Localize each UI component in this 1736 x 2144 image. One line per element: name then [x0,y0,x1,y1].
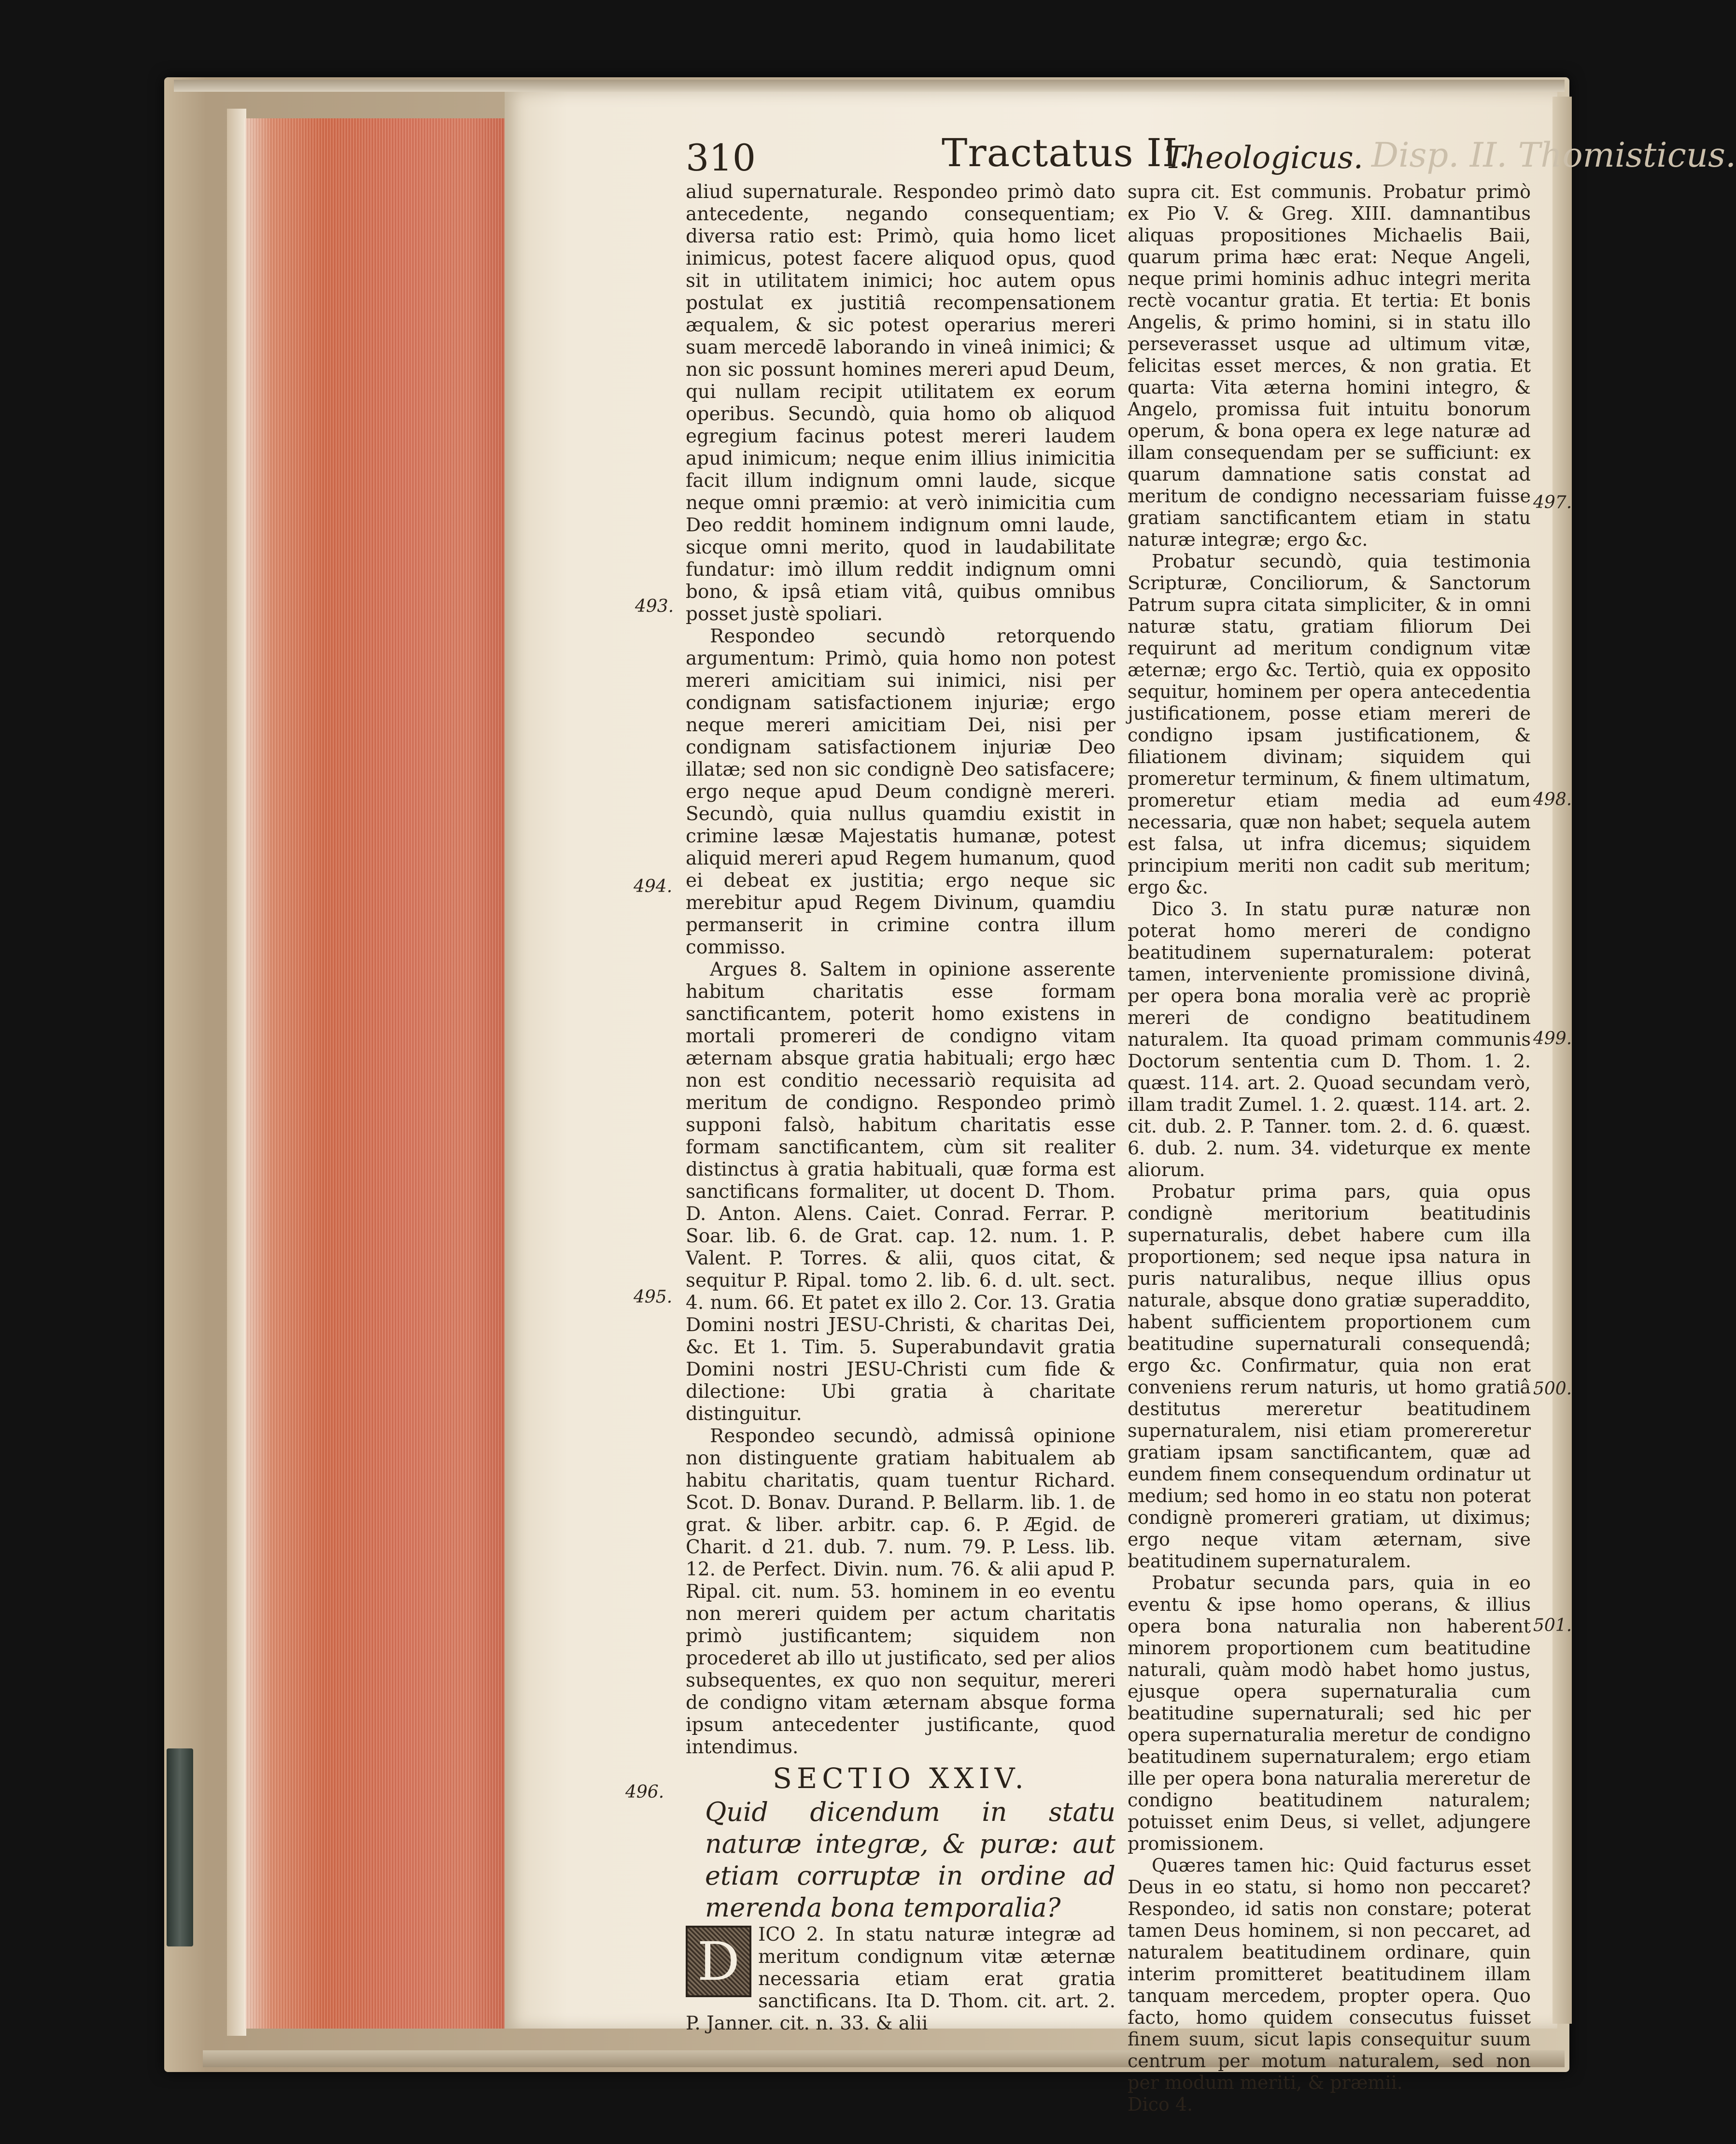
section-heading: SECTIO XXIV. [773,1762,1029,1795]
margin-number: 494. [634,877,673,896]
margin-number: 500. [1533,1379,1572,1399]
running-head-title: Tractatus II. [942,130,1191,175]
paragraph: Dico 3. In statu puræ naturæ non poterat homo mereri de condigno beatitudinem supernaturalem: poterat tamen, interveniente promissione divinâ, per opera bona moralia verè ac propriè mereri de condigno beatitudinem naturalem. Ita quoad primam communis Doctorum sententia cum D. Thom. 1. 2. quæst. 114. art. 2. Quoad secundam verò, illam tradit Zumel. 1. 2. quæst. 114. art. 2. cit. dub. 2. P. Tanner. tom. 2. d. 6. quæst. 6. dub. 2. num. 34. videturque ex mente aliorum. [1128,898,1531,1180]
section-question: Quid dicendum in statu naturæ integræ, & puræ: aut etiam corruptæ in ordine ad merenda bona temporalia? [705,1797,1115,1923]
page-number: 310 [686,136,756,179]
margin-number: 495. [634,1287,673,1307]
running-head-subtitle: Theologicus. [1165,140,1363,176]
right-text-column [1128,181,1531,2116]
page-block-inner-edge [227,109,246,2036]
paragraph: Probatur prima pars, quia opus condignè meritorium beatitudinis supernaturalis, debet habere cum illa proportionem; sed neque ipsa natura in puris naturalibus, neque illius opus naturale, absque dono gratiæ superaddito, habent sufficientem proportionem cum beatitudine supernaturali consequendâ; ergo &c. Confirmatur, quia non erat conveniens rerum naturis, ut homo gratiâ destitutus mereretur beatitudinem supernaturalem, nisi etiam promereretur gratiam ipsam sanctificantem, quæ ad eundem finem consequendum ordinatur ut medium; sed homo in eo statu non poterat condignè promereri gratiam, ut diximus; ergo neque vitam æternam, sive beatitudinem supernaturalem. [1128,1181,1531,1572]
margin-number: 497. [1533,493,1572,512]
show-through-text: Disp. II. Thomisticus. [1371,135,1736,175]
decorated-initial: D [686,1926,751,1997]
facing-page-edge [1553,97,1572,2024]
paragraph: Argues 8. Saltem in opinione asserente habitum charitatis esse formam sanctificantem, poterit homo existens in mortali promereri de condigno vitam æternam absque gratia habituali; ergo hæc non est conditio necessariò requisita ad meritum de condigno. Respondeo primò supponi falsò, habitum charitatis esse formam sanctificantem, cùm sit realiter distinctus à gratia habituali, quæ forma est sanctificans formaliter, ut docent D. Thom. D. Anton. Alens. Caiet. Conrad. Ferrar. P. Soar. lib. 6. de Grat. cap. 12. num. 1. P. Valent. P. Torres. & alii, quos citat, & sequitur P. Ripal. tomo 2. lib. 6. d. ult. sect. 4. num. 66. Et patet ex illo 2. Cor. 13. Gratia Domini nostri JESU-Christi, & charitas Dei, &c. Et 1. Tim. 5. Superabundavit gratia Domini nostri JESU-Christi cum fide & dilectione: Ubi gratia à charitate distinguitur. [686,959,1115,1425]
cover-tie-strap [167,1748,193,1946]
margin-number: 501. [1533,1616,1572,1635]
paragraph: Probatur secunda pars, quia in eo eventu & ipse homo operans, & illius opera bona naturalia non haberent minorem proportionem cum beatitudine naturali, quàm modò habet homo justus, ejusque opera supernaturalia cum beatitudine supernaturali; sed hic per opera supernaturalia meretur de condigno beatitudinem supernaturalem; ergo etiam ille per opera bona naturalia mereretur de condigno beatitudinem naturalem; potuisset enim Deus, si vellet, adjungere promissionem. [1128,1572,1531,1854]
opening-paragraph [686,1924,1115,2035]
margin-number: 498. [1533,790,1572,809]
margin-number: 496. [625,1782,664,1802]
left-text-column [686,181,1115,2035]
paragraph: ICO 2. In statu naturæ integræ ad meritum condignum vitæ æternæ necessaria etiam erat gratia sanctificans. Ita D. Thom. cit. art. 2. P. Janner. cit. n. 33. & alii [686,1924,1115,2034]
catchword: Dico 4. [1128,2094,1193,2115]
red-sprinkled-fore-edge [244,118,507,2029]
cover-top-edge [174,80,1565,92]
paragraph: Quæres tamen hic: Quid facturus esset Deus in eo statu, si homo non peccaret? Respondeo, id satis non constare; poterat tamen Deus hominem, si non peccaret, ad naturalem beatitudinem ordinare, quin interim promitteret beatitudinem illam tanquam mercedem, propter opera. Quo facto, homo quidem consecutus fuisset finem suum, sicut lapis consequitur suum centrum per motum naturalem, sed non per modum meriti, & præmii. [1128,1855,1531,2093]
paragraph: supra cit. Est communis. Probatur primò ex Pio V. & Greg. XIII. damnantibus aliquas propositiones Michaelis Baii, quarum prima hæc erat: Neque Angeli, neque primi hominis adhuc integri merita rectè vocantur gratia. Et tertia: Et bonis Angelis, & primo homini, si in statu illo perseverasset usque ad ultimum vitæ, felicitas esset merces, & non gratia. Et quarta: Vita æterna homini integro, & Angelo, promissa fuit intuitu bonorum operum, & bona opera ex lege naturæ ad illam consequendam per se sufficiunt: ex quarum damnatione satis constat ad meritum de condigno necessariam fuisse gratiam sanctificantem etiam in statu naturæ integræ; ergo &c. [1128,181,1531,550]
paragraph: Respondeo secundò retorquendo argumentum: Primò, quia homo non potest mereri amicitiam sui inimici, nisi per condignam satisfactionem injuriæ; ergo neque mereri amicitiam Dei, nisi per condignam satisfactionem injuriæ Deo illatæ; sed non sic condignè Deo satisfacere; ergo neque apud Deum condignè mereri. Secundò, quia nullus quamdiu existit in crimine læsæ Majestatis humanæ, potest aliquid mereri apud Regem humanum, quod ei debeat ex justitia; ergo neque sic merebitur apud Regem Divinum, quamdiu permanserit in crimine contra illum commisso. [686,625,1115,958]
paragraph: aliud supernaturale. Respondeo primò dato antecedente, negando consequentiam; diversa ratio est: Primò, quia homo licet inimicus, potest facere aliquod opus, quod sit in utilitatem inimici; hoc autem opus postulat ex justitiâ recompensationem æqualem, & sic potest operarius mereri suam mercedē laborando in vineâ inimici; & non sic possunt homines mereri apud Deum, qui nullam recipit utilitatem ex eorum operibus. Secundò, quia homo ob aliquod egregium facinus potest mereri laudem apud inimicum; neque enim illius inimicitia facit illum indignum omni laude, sicque neque omni præmio: at verò inimicitia cum Deo reddit hominem indignum omni laude, sicque omni merito, quod in laudabilitate fundatur: imò illum reddit indignum omni bono, & ipsâ etiam vitâ, quibus omnibus posset justè spoliari. [686,181,1115,625]
paragraph: Respondeo secundò, admissâ opinione non distinguente gratiam habitualem ab habitu charitatis, quam tuentur Richard. Scot. D. Bonav. Durand. P. Bellarm. lib. 1. de grat. & liber. arbitr. cap. 6. P. Ægid. de Charit. d 21. dub. 7. num. 79. P. Less. lib. 12. de Perfect. Divin. num. 76. & alii apud P. Ripal. cit. num. 53. hominem in eo eventu non mereri quidem per actum charitatis primò justificantem; siquidem non procederet ab illo ut justificato, sed per alios subsequentes, ex quo non sequitur, mereri de condigno vitam æternam absque forma ipsum antecedenter justificante, quod intendimus. [686,1425,1115,1758]
paragraph: Probatur secundò, quia testimonia Scripturæ, Conciliorum, & Sanctorum Patrum supra citata simpliciter, & in omni naturæ statu, gratiam filiorum Dei requirunt ad meritum condignum vitæ æternæ; ergo &c. Tertiò, quia ex opposito sequitur, hominem per opera antecedentia justificationem, posse etiam mereri de condigno ipsam justificationem, & filiationem divinam; siquidem qui promeretur terminum, & finem ultimatum, promeretur etiam media ad eum necessaria, quæ non habet; sequela autem est falsa, ut infra dicemus; siquidem principium meriti non cadit sub meritum; ergo &c. [1128,551,1531,898]
margin-number: 493. [635,596,674,616]
margin-number: 499. [1533,1029,1572,1049]
